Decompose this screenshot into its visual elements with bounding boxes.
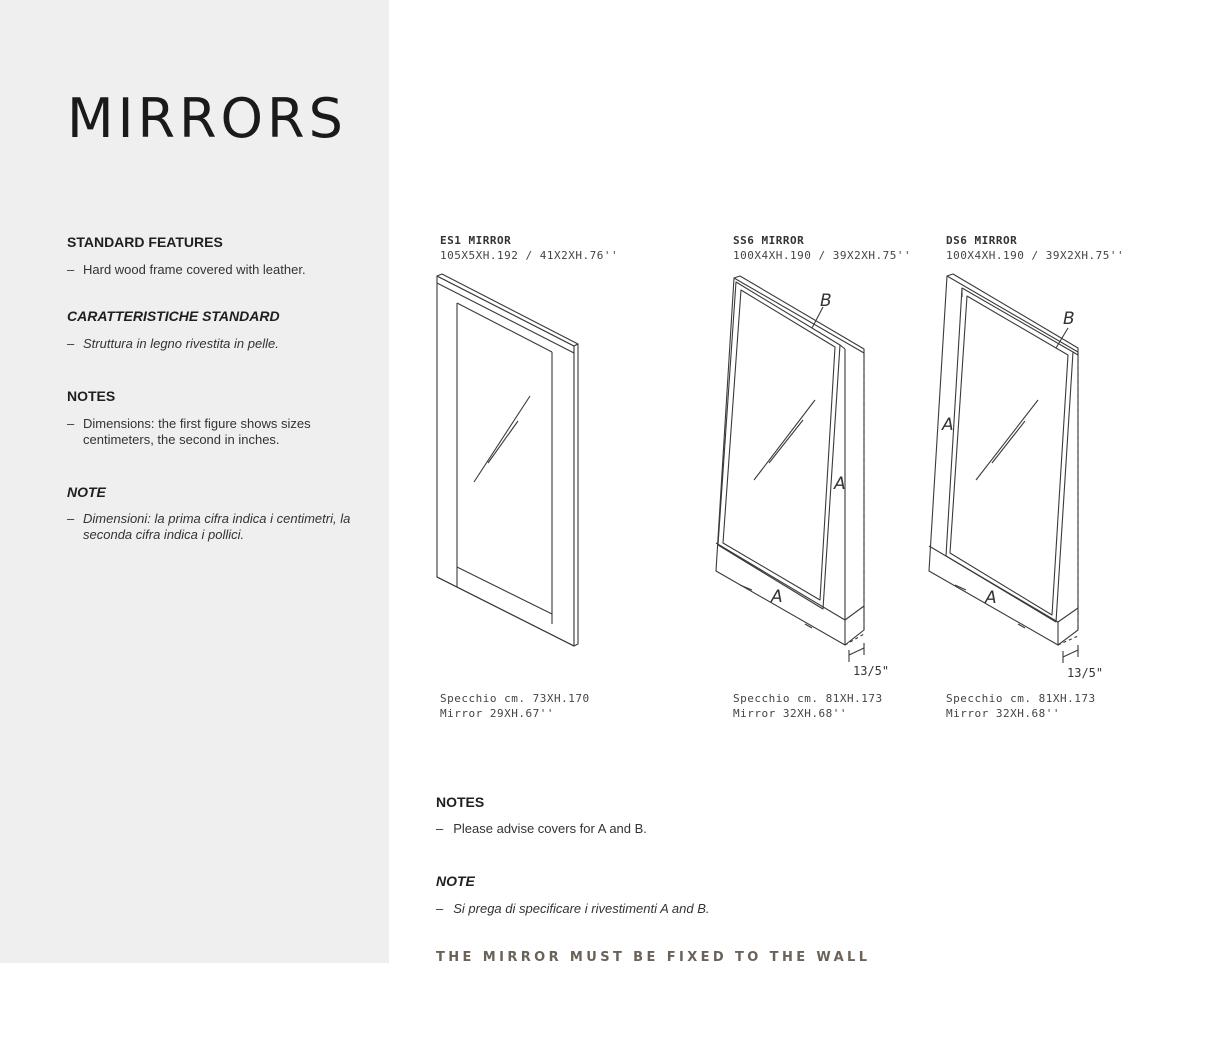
product-name: SS6 MIRROR: [733, 234, 805, 247]
ds6-label-b: B: [1063, 309, 1075, 329]
product-size: 105X5XH.192 / 41X2XH.76'': [440, 249, 619, 262]
bullet-text: Hard wood frame covered with leather.: [83, 262, 306, 277]
product-name: DS6 MIRROR: [946, 234, 1018, 247]
es1-specs: [440, 691, 590, 721]
note-heading: NOTE: [436, 873, 475, 889]
caratteristiche-heading: CARATTERISTICHE STANDARD: [67, 308, 280, 324]
ds6-specs: [946, 691, 1096, 721]
standard-features-heading: STANDARD FEATURES: [67, 234, 223, 250]
ss6-label-a-side: A: [834, 474, 846, 494]
bullet-text: Struttura in legno rivestita in pelle.: [83, 336, 279, 351]
specchio-size: Specchio cm. 73XH.170: [440, 692, 590, 705]
bullet-dash: –: [436, 821, 444, 836]
ds6-label-a-side: A: [942, 415, 954, 435]
notes-heading-sidebar: NOTES: [67, 388, 116, 404]
mirror-size: Mirror 32XH.68'': [946, 707, 1060, 720]
mirror-size: Mirror 32XH.68'': [733, 707, 847, 720]
product-size: 100X4XH.190 / 39X2XH.75'': [733, 249, 912, 262]
note-line: [436, 901, 710, 916]
ss6-label-b: B: [820, 291, 832, 311]
notes-heading: NOTES: [436, 794, 485, 810]
ss6-specs: [733, 691, 883, 721]
ds6-mirror-drawing: [929, 274, 1078, 663]
bullet-dash: –: [67, 416, 75, 431]
bullet-dash: –: [67, 262, 75, 277]
product-size: 100X4XH.190 / 39X2XH.75'': [946, 249, 1125, 262]
ss6-label-a-bottom: A: [771, 587, 783, 607]
mirror-size: Mirror 29XH.67'': [440, 707, 554, 720]
ss6-mirror-drawing: [716, 276, 864, 662]
bullet-text: Dimensioni: la prima cifra indica i centimetri, la seconda cifra indica i pollici.: [83, 511, 351, 542]
wall-fixing-warning: THE MIRROR MUST BE FIXED TO THE WALL: [436, 950, 871, 965]
bullet-text: Dimensions: the first figure shows sizes centimeters, the second in inches.: [83, 416, 311, 447]
ss6-depth-label: 13/5": [853, 664, 890, 678]
note-text: Please advise covers for A and B.: [453, 821, 647, 836]
page-title: MIRRORS: [67, 87, 347, 150]
bullet-dash: –: [436, 901, 444, 916]
ds6-depth-label: 13/5": [1067, 666, 1104, 680]
specchio-size: Specchio cm. 81XH.173: [946, 692, 1096, 705]
product-name: ES1 MIRROR: [440, 234, 512, 247]
es1-mirror-drawing: [437, 274, 578, 646]
bullet-dash: –: [67, 511, 75, 526]
note-text: Si prega di specificare i rivestimenti A and B.: [453, 901, 710, 916]
notes-line: [436, 821, 647, 836]
ds6-label-a-bottom: A: [985, 588, 997, 608]
bullet-dash: –: [67, 336, 75, 351]
specchio-size: Specchio cm. 81XH.173: [733, 692, 883, 705]
note-heading-sidebar: NOTE: [67, 484, 106, 500]
